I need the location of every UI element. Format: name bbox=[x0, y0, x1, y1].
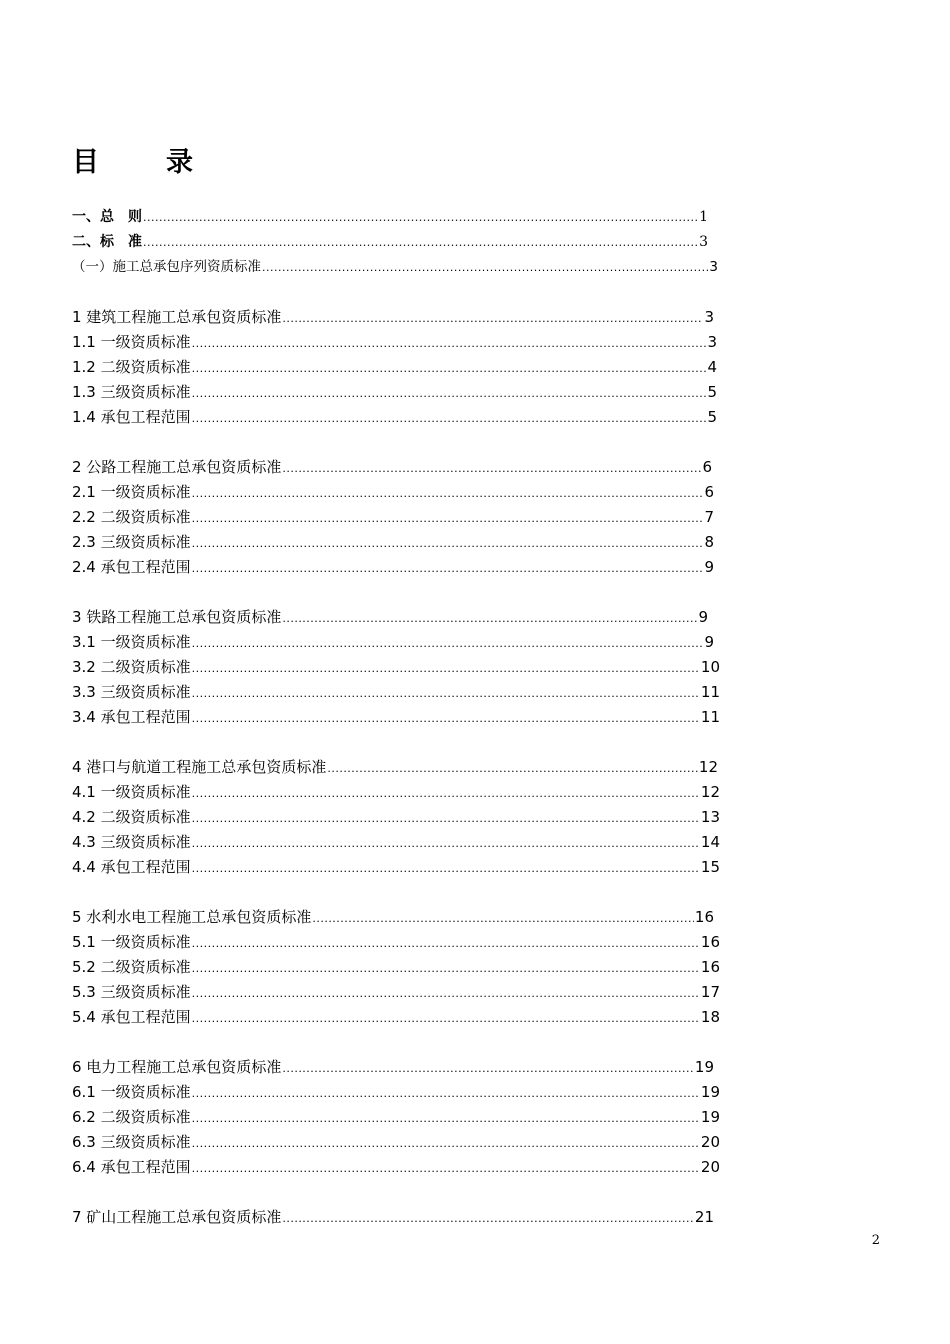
page-title: 目 录 bbox=[72, 147, 213, 178]
toc-leader bbox=[192, 356, 707, 380]
toc-leader bbox=[192, 1006, 700, 1030]
toc-page: 3 bbox=[709, 259, 718, 275]
toc-page: 12 bbox=[700, 783, 720, 801]
toc-page: 14 bbox=[700, 833, 720, 851]
toc-leader bbox=[192, 806, 700, 830]
toc-page: 4 bbox=[707, 358, 717, 376]
toc-leader bbox=[262, 255, 708, 280]
toc-page: 5 bbox=[707, 408, 717, 426]
page-number: 2 bbox=[871, 1233, 880, 1248]
toc-entry-6-4[interactable] bbox=[72, 1155, 720, 1180]
toc-entry-section-2[interactable] bbox=[72, 455, 712, 480]
toc-page: 11 bbox=[700, 708, 720, 726]
toc-entry-4-4[interactable] bbox=[72, 855, 720, 880]
toc-entry-1-1[interactable] bbox=[72, 330, 717, 355]
toc-label: 一、总 则 bbox=[72, 209, 142, 225]
toc-entry-4-2[interactable] bbox=[72, 805, 720, 830]
toc-page: 9 bbox=[704, 558, 714, 576]
toc-label: 6.1 一级资质标准 bbox=[72, 1083, 191, 1101]
toc-entry-1-4[interactable] bbox=[72, 405, 717, 430]
toc-label: 4 港口与航道工程施工总承包资质标准 bbox=[72, 758, 327, 776]
toc-label: 3.4 承包工程范围 bbox=[72, 708, 191, 726]
toc-leader bbox=[282, 1206, 694, 1230]
toc-label: 1 建筑工程施工总承包资质标准 bbox=[72, 308, 282, 326]
toc-page: 9 bbox=[698, 608, 708, 626]
toc-leader bbox=[192, 331, 707, 355]
toc-entry-section-5[interactable] bbox=[72, 905, 714, 930]
toc-page: 3 bbox=[707, 333, 717, 351]
toc-entry-general-contracting-series[interactable] bbox=[72, 255, 718, 280]
toc-label: 6.2 二级资质标准 bbox=[72, 1108, 191, 1126]
toc-label: 6 电力工程施工总承包资质标准 bbox=[72, 1058, 282, 1076]
toc-page: 20 bbox=[700, 1158, 720, 1176]
toc-page: 19 bbox=[700, 1108, 720, 1126]
toc-leader bbox=[282, 1056, 694, 1080]
toc-leader bbox=[192, 856, 700, 880]
toc-page: 3 bbox=[699, 234, 708, 250]
toc-leader bbox=[192, 956, 700, 980]
toc-leader bbox=[192, 406, 707, 430]
toc-leader bbox=[192, 556, 704, 580]
toc-entry-5-1[interactable] bbox=[72, 930, 720, 955]
toc-page: 12 bbox=[698, 758, 718, 776]
toc-entry-1-2[interactable] bbox=[72, 355, 717, 380]
toc-entry-2-3[interactable] bbox=[72, 530, 714, 555]
toc-label: 2.1 一级资质标准 bbox=[72, 483, 191, 501]
toc-page: 10 bbox=[700, 658, 720, 676]
toc-leader bbox=[192, 1131, 700, 1155]
toc-leader bbox=[192, 531, 704, 555]
toc-label: 1.1 一级资质标准 bbox=[72, 333, 191, 351]
toc-label: （一）施工总承包序列资质标准 bbox=[72, 259, 261, 275]
toc-label: 4.3 三级资质标准 bbox=[72, 833, 191, 851]
toc-leader bbox=[192, 506, 704, 530]
toc-leader bbox=[192, 381, 707, 405]
toc-entry-general[interactable] bbox=[72, 205, 708, 230]
toc-leader bbox=[192, 1081, 700, 1105]
table-of-contents bbox=[72, 205, 722, 1230]
toc-page: 8 bbox=[704, 533, 714, 551]
toc-label: 5.2 二级资质标准 bbox=[72, 958, 191, 976]
toc-leader bbox=[192, 1156, 700, 1180]
toc-entry-3-4[interactable] bbox=[72, 705, 720, 730]
toc-page: 15 bbox=[700, 858, 720, 876]
toc-leader bbox=[192, 931, 700, 955]
toc-label: 6.3 三级资质标准 bbox=[72, 1133, 191, 1151]
toc-leader bbox=[282, 306, 703, 330]
toc-label: 4.1 一级资质标准 bbox=[72, 783, 191, 801]
toc-label: 2.4 承包工程范围 bbox=[72, 558, 191, 576]
toc-label: 3 铁路工程施工总承包资质标准 bbox=[72, 608, 282, 626]
toc-label: 3.3 三级资质标准 bbox=[72, 683, 191, 701]
toc-leader bbox=[143, 230, 698, 255]
toc-entry-section-6[interactable] bbox=[72, 1055, 714, 1080]
toc-page: 3 bbox=[704, 308, 714, 326]
toc-entry-5-4[interactable] bbox=[72, 1005, 720, 1030]
toc-page: 21 bbox=[694, 1208, 714, 1226]
toc-label: 3.1 一级资质标准 bbox=[72, 633, 191, 651]
toc-entry-6-2[interactable] bbox=[72, 1105, 720, 1130]
toc-entry-6-1[interactable] bbox=[72, 1080, 720, 1105]
toc-entry-standards[interactable] bbox=[72, 230, 708, 255]
toc-entry-section-3[interactable] bbox=[72, 605, 708, 630]
toc-entry-2-4[interactable] bbox=[72, 555, 714, 580]
toc-leader bbox=[282, 606, 697, 630]
toc-label: 二、标 准 bbox=[72, 234, 142, 250]
toc-label: 4.2 二级资质标准 bbox=[72, 808, 191, 826]
toc-label: 7 矿山工程施工总承包资质标准 bbox=[72, 1208, 282, 1226]
toc-label: 5.3 三级资质标准 bbox=[72, 983, 191, 1001]
toc-leader bbox=[327, 756, 698, 780]
toc-leader bbox=[282, 456, 701, 480]
toc-entry-section-4[interactable] bbox=[72, 755, 718, 780]
toc-page: 20 bbox=[700, 1133, 720, 1151]
toc-page: 17 bbox=[700, 983, 720, 1001]
toc-label: 1.4 承包工程范围 bbox=[72, 408, 191, 426]
toc-page: 18 bbox=[700, 1008, 720, 1026]
toc-entry-3-3[interactable] bbox=[72, 680, 720, 705]
toc-label: 1.3 三级资质标准 bbox=[72, 383, 191, 401]
toc-page: 19 bbox=[694, 1058, 714, 1076]
toc-page: 5 bbox=[707, 383, 717, 401]
toc-page: 11 bbox=[700, 683, 720, 701]
toc-page: 13 bbox=[700, 808, 720, 826]
toc-page: 6 bbox=[702, 458, 712, 476]
toc-page: 16 bbox=[694, 908, 714, 926]
toc-leader bbox=[192, 481, 704, 505]
toc-entry-4-3[interactable] bbox=[72, 830, 720, 855]
toc-entry-3-1[interactable] bbox=[72, 630, 714, 655]
toc-label: 2.3 三级资质标准 bbox=[72, 533, 191, 551]
toc-label: 5 水利水电工程施工总承包资质标准 bbox=[72, 908, 312, 926]
toc-page: 16 bbox=[700, 958, 720, 976]
toc-leader bbox=[312, 906, 694, 930]
toc-leader bbox=[143, 205, 698, 230]
toc-page: 1 bbox=[699, 209, 708, 225]
toc-label: 2.2 二级资质标准 bbox=[72, 508, 191, 526]
toc-entry-5-3[interactable] bbox=[72, 980, 720, 1005]
toc-leader bbox=[192, 831, 700, 855]
toc-label: 4.4 承包工程范围 bbox=[72, 858, 191, 876]
toc-page: 6 bbox=[704, 483, 714, 501]
toc-page: 16 bbox=[700, 933, 720, 951]
toc-entry-4-1[interactable] bbox=[72, 780, 720, 805]
toc-entry-6-3[interactable] bbox=[72, 1130, 720, 1155]
toc-page: 7 bbox=[704, 508, 714, 526]
toc-entry-section-1[interactable] bbox=[72, 305, 714, 330]
toc-page: 19 bbox=[700, 1083, 720, 1101]
toc-entry-section-7[interactable] bbox=[72, 1205, 714, 1230]
toc-leader bbox=[192, 656, 700, 680]
toc-leader bbox=[192, 631, 704, 655]
toc-leader bbox=[192, 706, 700, 730]
toc-label: 5.4 承包工程范围 bbox=[72, 1008, 191, 1026]
toc-leader bbox=[192, 781, 700, 805]
toc-leader bbox=[192, 981, 700, 1005]
toc-leader bbox=[192, 1106, 700, 1130]
toc-entry-1-3[interactable] bbox=[72, 380, 717, 405]
toc-entry-2-2[interactable] bbox=[72, 505, 714, 530]
toc-label: 3.2 二级资质标准 bbox=[72, 658, 191, 676]
toc-label: 1.2 二级资质标准 bbox=[72, 358, 191, 376]
toc-entry-3-2[interactable] bbox=[72, 655, 720, 680]
toc-entry-2-1[interactable] bbox=[72, 480, 714, 505]
toc-label: 5.1 一级资质标准 bbox=[72, 933, 191, 951]
toc-label: 6.4 承包工程范围 bbox=[72, 1158, 191, 1176]
toc-leader bbox=[192, 681, 700, 705]
toc-page: 9 bbox=[704, 633, 714, 651]
toc-entry-5-2[interactable] bbox=[72, 955, 720, 980]
toc-label: 2 公路工程施工总承包资质标准 bbox=[72, 458, 282, 476]
